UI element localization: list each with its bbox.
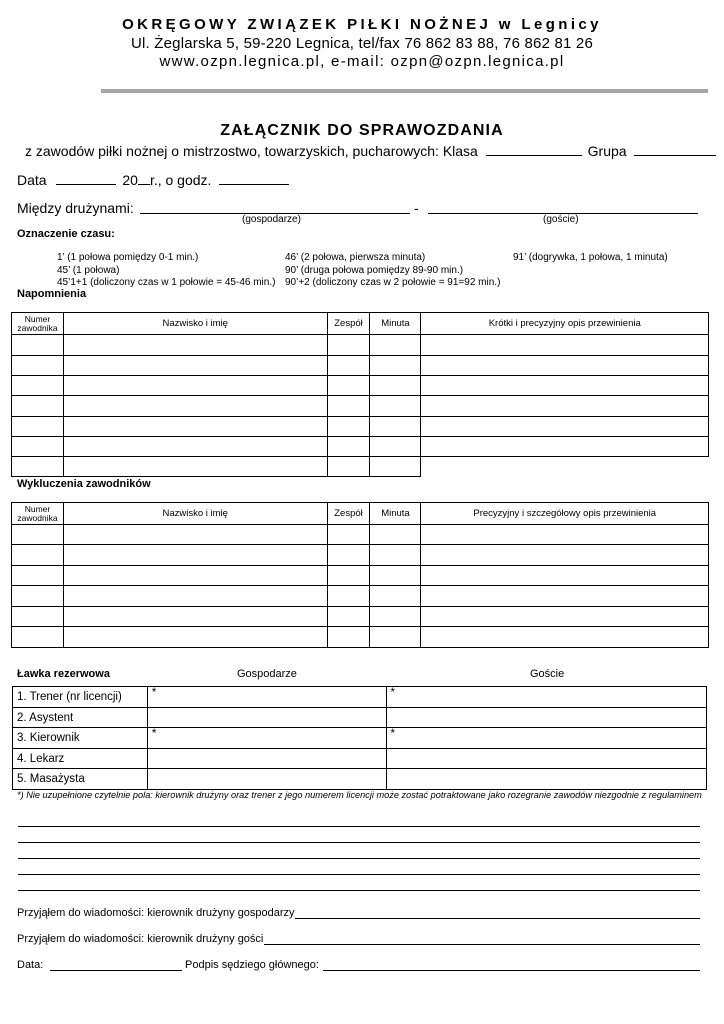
table-row[interactable] [12, 396, 709, 417]
notes-line[interactable] [18, 826, 700, 827]
table-row[interactable] [12, 417, 709, 437]
table-row[interactable] [12, 525, 709, 545]
table-row[interactable] [12, 566, 709, 586]
col-description: Krótki i precyzyjny opis przewinienia [421, 313, 709, 335]
bench-row-label: 1. Trener (nr licencji) [13, 687, 148, 708]
bench-home-label: Gospodarze [237, 668, 297, 680]
home-manager-label: Przyjąłem do wiadomości: kierownik drużyny gospodarzy [17, 907, 295, 919]
teams-dash: - [414, 200, 419, 216]
bench-table [12, 686, 707, 790]
bench-row [13, 687, 707, 708]
subtitle: z zawodów piłki nożnej o mistrzostwo, towarzyskich, pucharowych: Klasa [25, 143, 478, 159]
bench-heading: Ławka rezerwowa [17, 668, 110, 680]
time-marks-col2 [285, 252, 500, 290]
expulsions-header-row [12, 503, 709, 525]
date-field[interactable] [56, 173, 116, 185]
warnings-heading: Napomnienia [17, 288, 87, 300]
table-row[interactable] [12, 356, 709, 376]
col-minute: Minuta [370, 313, 421, 335]
col-number: Numer zawodnika [12, 313, 64, 335]
bench-home-cell[interactable]: * [147, 687, 386, 708]
bench-home-cell[interactable] [147, 769, 386, 790]
notes-line[interactable] [18, 890, 700, 891]
time-mark: 46’ (2 połowa, pierwsza minuta) [285, 252, 426, 263]
sign-date-label: Data: [17, 959, 44, 971]
time-mark: 1’ (1 połowa pomiędzy 0-1 min.) [57, 252, 199, 263]
bench-away-cell[interactable]: * [386, 687, 707, 708]
referee-label: Podpis sędziego głównego: [185, 959, 319, 971]
bench-row [13, 749, 707, 769]
bench-home-cell[interactable] [147, 749, 386, 769]
bench-home-cell[interactable]: * [147, 728, 386, 749]
grupa-field[interactable] [634, 144, 716, 156]
subtitle-row [25, 143, 716, 159]
time-mark: 90’ (druga połowa pomiędzy 89-90 min.) [285, 264, 464, 276]
notes-line[interactable] [18, 842, 700, 843]
org-web: www.ozpn.legnica.pl, e-mail: ozpn@ozpn.legnica.pl [159, 53, 565, 70]
away-caption: (goście) [543, 214, 579, 225]
table-row[interactable] [12, 627, 709, 648]
year-label: 20 [122, 172, 138, 188]
col-number: Numer zawodnika [12, 503, 64, 525]
table-row[interactable] [12, 457, 709, 477]
bench-away-cell[interactable] [386, 749, 707, 769]
org-address: Ul. Żeglarska 5, 59-220 Legnica, tel/fax 76 862 83 88, 76 862 81 26 [130, 35, 594, 52]
time-marks-col3 [513, 252, 668, 265]
col-description: Precyzyjny i szczegółowy opis przewinienia [421, 503, 709, 525]
time-mark: 45’ (1 połowa) [57, 264, 120, 276]
grupa-label: Grupa [587, 143, 627, 159]
bench-home-cell[interactable] [147, 708, 386, 728]
expulsions-table [11, 502, 709, 648]
away-manager-label: Przyjąłem do wiadomości: kierownik drużyny gości [17, 933, 264, 945]
table-row[interactable] [12, 335, 709, 356]
bench-row [13, 728, 707, 749]
bench-row [13, 708, 707, 728]
col-minute: Minuta [370, 503, 421, 525]
time-marks-heading: Oznaczenie czasu: [17, 228, 115, 240]
bench-row [13, 769, 707, 790]
table-row[interactable] [12, 586, 709, 607]
bench-row-label: 2. Asystent [13, 708, 148, 728]
away-manager-signature[interactable] [264, 944, 700, 945]
home-manager-signature[interactable] [295, 918, 700, 919]
page-title: ZAŁĄCZNIK DO SPRAWOZDANIA [220, 122, 504, 139]
bench-row-label: 5. Masażysta [13, 769, 148, 790]
date-label: Data [17, 172, 47, 188]
teams-label: Między drużynami: [17, 200, 134, 216]
bench-away-cell[interactable] [386, 769, 707, 790]
col-name: Nazwisko i imię [63, 503, 327, 525]
expulsions-heading: Wykluczenia zawodników [17, 478, 151, 490]
time-mark: 90’+2 (doliczony czas w 2 połowie = 91=92 min.) [285, 277, 501, 288]
klasa-field[interactable] [486, 144, 582, 156]
bench-away-cell[interactable]: * [386, 728, 707, 749]
notes-line[interactable] [18, 874, 700, 875]
header-divider [101, 89, 708, 93]
home-caption: (gospodarze) [242, 214, 301, 225]
time-mark: 45’1+1 (doliczony czas w 1 połowie = 45-46 min.) [57, 277, 276, 288]
time-mark: 91’ (dogrywka, 1 połowa, 1 minuta) [513, 252, 668, 263]
bench-away-label: Goście [530, 668, 565, 680]
notes-line[interactable] [18, 858, 700, 859]
col-name: Nazwisko i imię [63, 313, 327, 335]
table-row[interactable] [12, 376, 709, 396]
table-row[interactable] [12, 437, 709, 457]
table-row[interactable] [12, 545, 709, 566]
sign-date-field[interactable] [50, 970, 182, 971]
referee-signature[interactable] [323, 970, 700, 971]
time-label: r., o godz. [149, 172, 212, 188]
bench-row-label: 4. Lekarz [13, 749, 148, 769]
bench-away-cell[interactable] [386, 708, 707, 728]
time-field[interactable] [219, 173, 289, 185]
date-row [17, 172, 289, 188]
warnings-table [11, 312, 709, 477]
bench-row-label: 3. Kierownik [13, 728, 148, 749]
org-name: OKRĘGOWY ZWIĄZEK PIŁKI NOŻNEJ w Legnicy [122, 16, 602, 33]
col-team: Zespół [327, 503, 370, 525]
year-field[interactable] [138, 173, 150, 185]
col-team: Zespół [327, 313, 370, 335]
time-marks-col1 [57, 252, 275, 290]
warnings-header-row [12, 313, 709, 335]
bench-note: *) Nie uzupełnione czytelnie pola: kierownik drużyny oraz trener z jego numerem licencji może zostać potraktowane jako rozegranie zawodów niezgodnie z regulaminem [17, 790, 702, 800]
table-row[interactable] [12, 607, 709, 627]
